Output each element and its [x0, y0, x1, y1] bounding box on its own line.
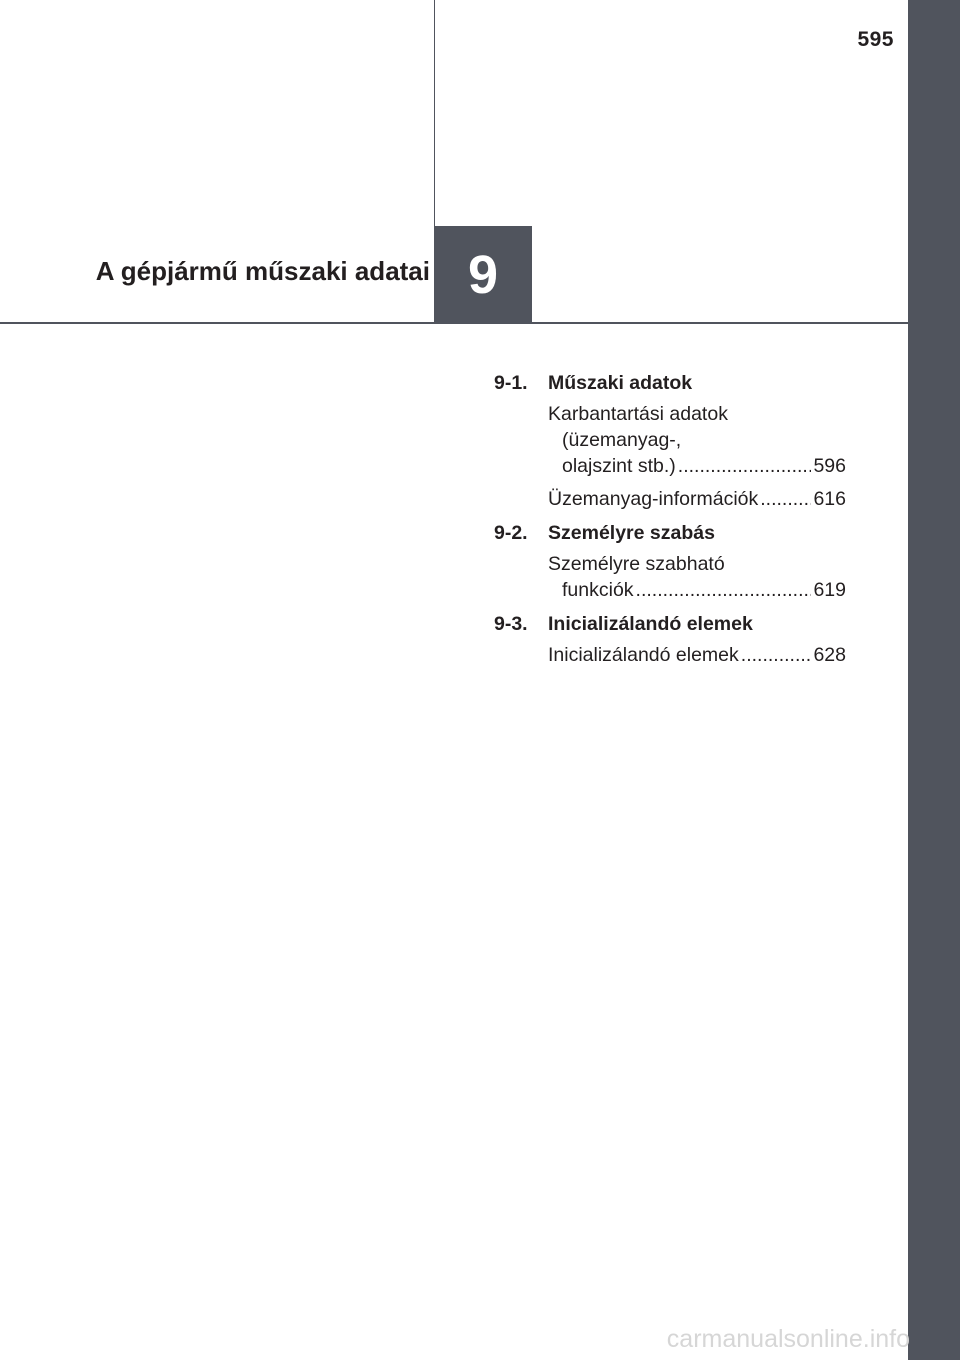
- section-heading[interactable]: [494, 611, 846, 637]
- toc-section-9-1: [494, 370, 846, 512]
- chapter-number-box: [434, 226, 532, 323]
- entry-text: Karbantartási adatok: [548, 403, 728, 425]
- entry-text: Inicializálandó elemek: [548, 644, 739, 666]
- section-heading[interactable]: [494, 370, 846, 396]
- dot-leader: [741, 642, 812, 668]
- entry-page-number: 628: [813, 644, 846, 666]
- toc-section-9-3: [494, 611, 846, 668]
- entry-page-number: 616: [813, 488, 846, 510]
- page-number: 595: [857, 28, 894, 51]
- dot-leader: [678, 453, 812, 479]
- entry-text: Személyre szabható: [548, 553, 725, 575]
- toc-entry-customizable-functions[interactable]: [548, 551, 846, 603]
- section-title: Személyre szabás: [548, 522, 715, 544]
- section-title: Inicializálandó elemek: [548, 613, 753, 635]
- watermark: carmanualsonline.info: [666, 1325, 910, 1353]
- entry-text: olajszint stb.): [562, 455, 676, 477]
- toc-entry-items-to-initialize[interactable]: [548, 642, 846, 668]
- entry-page-number: 619: [813, 579, 846, 601]
- section-title: Műszaki adatok: [548, 372, 693, 394]
- entry-page-number: 596: [813, 455, 846, 477]
- toc-section-9-2: [494, 520, 846, 603]
- toc-entry-maintenance-data[interactable]: [548, 401, 846, 479]
- toc-entry-fuel-info[interactable]: [548, 486, 846, 512]
- vertical-divider: [434, 0, 435, 226]
- table-of-contents: [494, 370, 846, 676]
- section-number: 9-2.: [494, 522, 528, 544]
- entry-text: funkciók: [562, 579, 634, 601]
- dot-leader: [636, 577, 812, 603]
- section-number: 9-1.: [494, 372, 528, 394]
- side-tab-bar: [908, 0, 960, 1360]
- section-number: 9-3.: [494, 613, 528, 635]
- entry-text: Üzemanyag-információk: [548, 488, 759, 510]
- entry-text: (üzemanyag-,: [562, 429, 682, 451]
- dot-leader: [760, 486, 811, 512]
- section-heading[interactable]: [494, 520, 846, 546]
- chapter-title: A gépjármű műszaki adatai: [95, 256, 430, 286]
- chapter-number: 9: [467, 244, 499, 305]
